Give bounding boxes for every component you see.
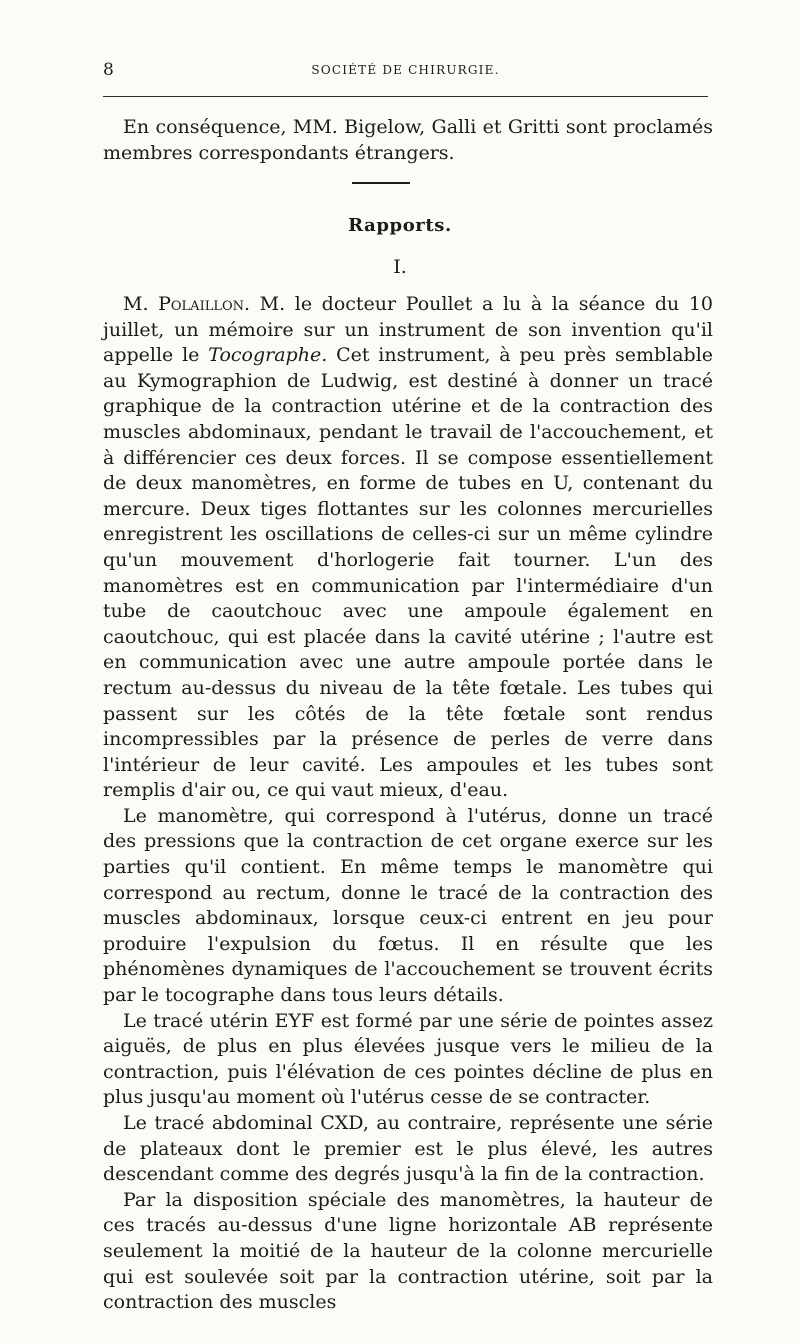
section-title: Rapports. [348,215,452,236]
intro-section [103,115,713,166]
section-separator-rule [352,182,410,184]
author-name: Polaillon. [158,293,251,315]
header-rule [103,96,708,97]
report-paragraph-3: Le tracé utérin EYF est formé par une série de pointes assez aiguës, de plus en plus élevées jusque vers le milieu de la contraction, puis l'élévation de ces pointes décline de plus en plus jusqu'au moment où l'utérus cesse de se contracter. [103,1009,713,1109]
report-body [103,292,713,1316]
instrument-name: Tocographe. [208,344,328,367]
report-paragraph-4: Le tracé abdominal CXD, au contraire, représente une série de plateaux dont le premier est le plus élevé, les autres descendant comme des degrés jusqu'à la fin de la contraction. [103,1112,713,1186]
intro-paragraph: En conséquence, MM. Bigelow, Galli et Gritti sont proclamés membres correspondants étrangers. [103,116,713,164]
running-header [103,60,708,84]
opening-text-2: Cet instrument, à peu près semblable au Kymographion de Ludwig, est destiné à donner un tracé graphique de la contraction utérine et de la contraction des muscles abdominaux, pendant le travail de l'accouchement, et à différencier ces deux forces. Il se compose essentiellement de deux manomètres, en forme de tubes en U, contenant du mercure. Deux tiges flottantes sur les colonnes mercurielles enregistrent les oscillations de celles-ci sur un même cylindre qu'un mouvement d'horlogerie fait tourner. L'un des manomètres est en communication par l'intermédiaire d'un tube de caoutchouc avec une ampoule également en caoutchouc, qui est placée dans la cavité utérine ; l'autre est en communication avec une autre ampoule portée dans le rectum au-dessus du niveau de la tête fœtale. Les tubes qui passent sur les côtés de la tête fœtale sont rendus incompressibles par la présence de perles de verre dans l'intérieur de leur cavité. Les ampoules et les tubes sont remplis d'air ou, ce qui vaut mieux, d'eau. [103,344,714,802]
opening-text-1: M. le docteur Poullet a lu à la séance du 10 juillet, un mémoire sur un instrument de son invention qu'il appelle le [103,293,713,367]
journal-title: SOCIÉTÉ DE CHIRURGIE. [311,63,500,77]
section-numeral: I. [393,256,407,278]
report-paragraph-1 [103,292,713,804]
opening-prefix: M. [123,293,149,315]
report-paragraph-5: Par la disposition spéciale des manomètres, la hauteur de ces tracés au-dessus d'une ligne horizontale AB représente seulement la moitié de la hauteur de la colonne mercurielle qui est soulevée soit par la contraction utérine, soit par la contraction des muscles [103,1188,713,1314]
page-number: 8 [103,60,114,80]
report-paragraph-2: Le manomètre, qui correspond à l'utérus, donne un tracé des pressions que la contraction de cet organe exerce sur les parties qu'il contient. En même temps le manomètre qui correspond au rectum, donne le tracé de la contraction des muscles abdominaux, lorsque ceux-ci entrent en jeu pour produire l'expulsion du fœtus. Il en résulte que les phénomènes dynamiques de l'accouchement se trouvent écrits par le tocographe dans tous leurs détails. [103,804,713,1007]
